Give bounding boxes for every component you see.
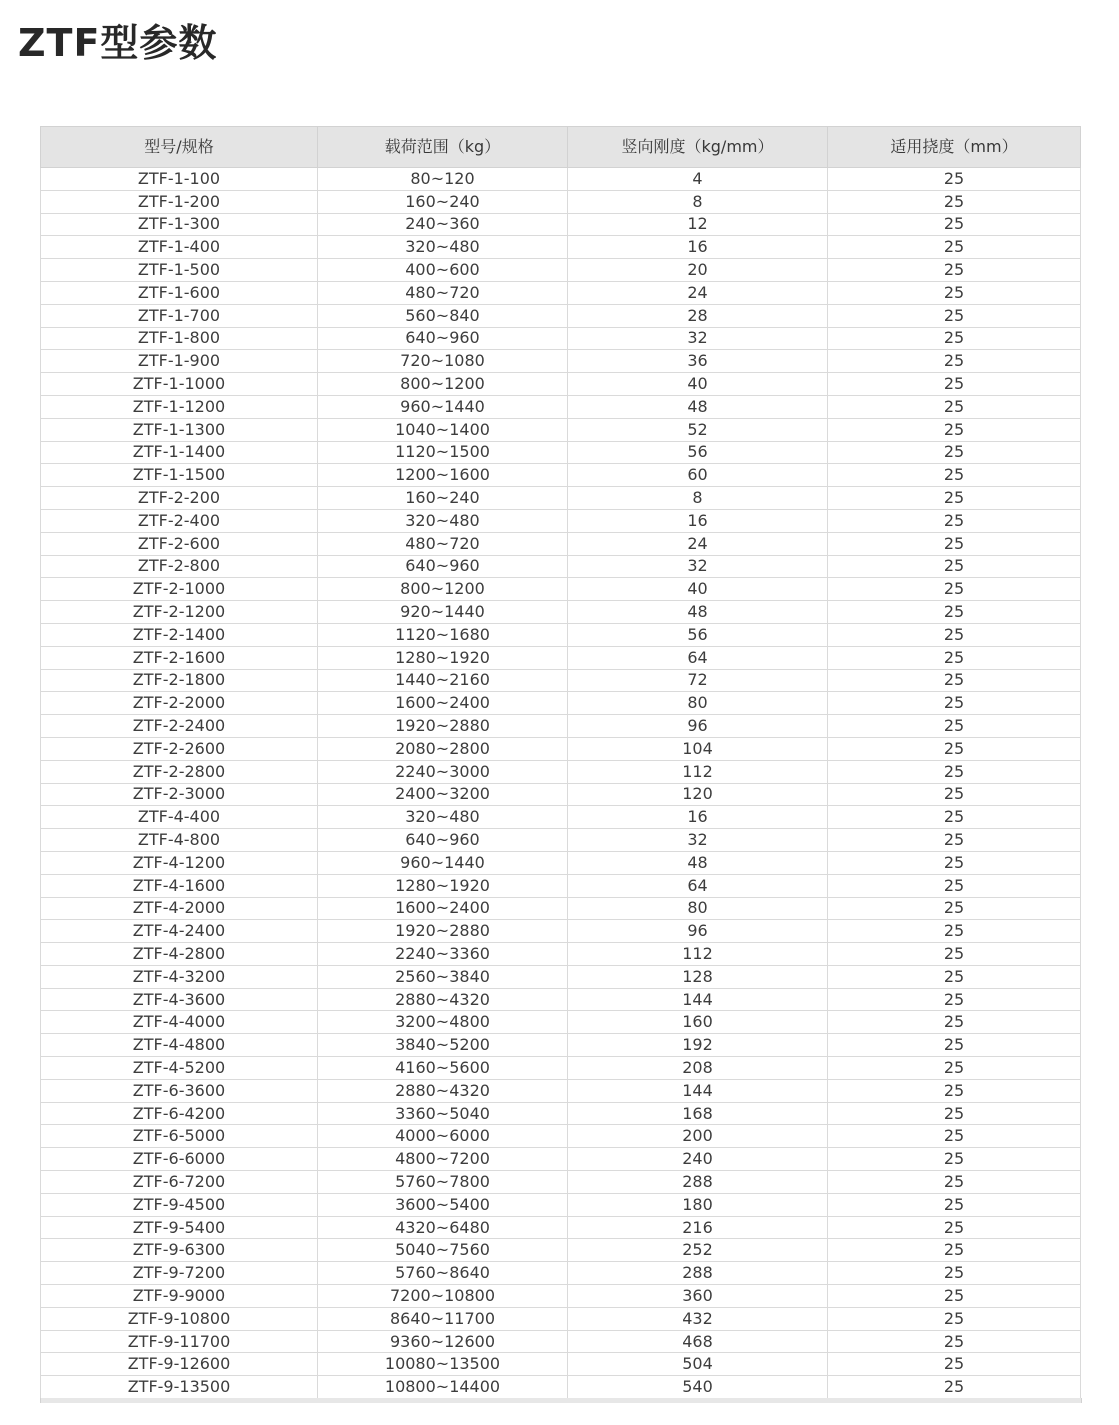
table-cell: 3200~4800	[318, 1011, 568, 1034]
table-cell: 80~120	[318, 168, 568, 191]
table-cell: 36	[568, 350, 828, 373]
table-cell: ZTF-1-400	[41, 236, 318, 259]
table-cell: 640~960	[318, 327, 568, 350]
table-cell: 16	[568, 509, 828, 532]
table-cell: 1600~2400	[318, 897, 568, 920]
table-row	[41, 601, 1081, 624]
table-row	[41, 965, 1081, 988]
table-cell: 180	[568, 1193, 828, 1216]
table-cell: 3840~5200	[318, 1034, 568, 1057]
table-cell: 10800~14400	[318, 1376, 568, 1399]
table-row	[41, 1285, 1081, 1308]
table-cell: 25	[828, 213, 1081, 236]
table-cell: 144	[568, 1079, 828, 1102]
table-cell: ZTF-4-3200	[41, 965, 318, 988]
col-header-applicable-deflection: 适用挠度（mm）	[828, 127, 1081, 168]
table-cell: 25	[828, 646, 1081, 669]
table-cell: ZTF-6-7200	[41, 1171, 318, 1194]
table-cell: 112	[568, 943, 828, 966]
table-cell: 25	[828, 327, 1081, 350]
table-cell: 9360~12600	[318, 1330, 568, 1353]
table-cell: 504	[568, 1353, 828, 1376]
table-row	[41, 464, 1081, 487]
table-row	[41, 555, 1081, 578]
table-cell: 1440~2160	[318, 669, 568, 692]
table-cell: ZTF-2-1400	[41, 623, 318, 646]
table-cell: 360	[568, 1285, 828, 1308]
table-cell: 540	[568, 1376, 828, 1399]
table-cell: 25	[828, 281, 1081, 304]
table-cell: 32	[568, 829, 828, 852]
table-cell: 25	[828, 1262, 1081, 1285]
table-row	[41, 509, 1081, 532]
table-cell: ZTF-1-100	[41, 168, 318, 191]
table-cell: 2880~4320	[318, 988, 568, 1011]
table-cell: 320~480	[318, 806, 568, 829]
table-cell: 25	[828, 1034, 1081, 1057]
table-cell: 1040~1400	[318, 418, 568, 441]
table-cell: 25	[828, 509, 1081, 532]
table-cell: 48	[568, 601, 828, 624]
table-cell: 3360~5040	[318, 1102, 568, 1125]
table-cell: 25	[828, 1330, 1081, 1353]
table-row	[41, 327, 1081, 350]
table-cell: 25	[828, 692, 1081, 715]
table-row	[41, 168, 1081, 191]
table-row	[41, 623, 1081, 646]
table-cell: ZTF-1-200	[41, 190, 318, 213]
table-cell: 288	[568, 1262, 828, 1285]
table-cell: 480~720	[318, 281, 568, 304]
table-row	[41, 487, 1081, 510]
table-row	[41, 1193, 1081, 1216]
table-cell: 160~240	[318, 487, 568, 510]
table-cell: 2080~2800	[318, 737, 568, 760]
table-cell: 25	[828, 464, 1081, 487]
table-cell: ZTF-2-2600	[41, 737, 318, 760]
table-cell: 1920~2880	[318, 920, 568, 943]
table-cell: 1200~1600	[318, 464, 568, 487]
table-cell: 2240~3360	[318, 943, 568, 966]
table-cell: 25	[828, 1148, 1081, 1171]
table-cell: 25	[828, 897, 1081, 920]
table-row	[41, 418, 1081, 441]
table-cell: 25	[828, 760, 1081, 783]
table-cell: 25	[828, 988, 1081, 1011]
table-cell: ZTF-4-800	[41, 829, 318, 852]
table-cell: 800~1200	[318, 578, 568, 601]
table-cell: ZTF-2-1200	[41, 601, 318, 624]
table-row	[41, 1376, 1081, 1399]
table-cell: 640~960	[318, 829, 568, 852]
table-cell: 1120~1500	[318, 441, 568, 464]
table-cell: ZTF-2-1800	[41, 669, 318, 692]
table-cell: 25	[828, 943, 1081, 966]
table-cell: 25	[828, 737, 1081, 760]
table-cell: 25	[828, 1102, 1081, 1125]
table-cell: 160	[568, 1011, 828, 1034]
table-cell: 25	[828, 168, 1081, 191]
table-cell: 64	[568, 874, 828, 897]
table-cell: 25	[828, 1057, 1081, 1080]
table-cell: 288	[568, 1171, 828, 1194]
table-cell: 920~1440	[318, 601, 568, 624]
table-cell: ZTF-9-5400	[41, 1216, 318, 1239]
table-cell: 320~480	[318, 509, 568, 532]
table-cell: 25	[828, 304, 1081, 327]
table-cell: 40	[568, 578, 828, 601]
table-cell: 25	[828, 669, 1081, 692]
table-row	[41, 1216, 1081, 1239]
table-cell: ZTF-9-11700	[41, 1330, 318, 1353]
table-cell: 8	[568, 487, 828, 510]
table-cell: ZTF-2-3000	[41, 783, 318, 806]
table-cell: 432	[568, 1307, 828, 1330]
table-cell: 25	[828, 418, 1081, 441]
table-header-row	[41, 127, 1081, 168]
table-cell: 25	[828, 1285, 1081, 1308]
table-cell: 28	[568, 304, 828, 327]
table-cell: 1120~1680	[318, 623, 568, 646]
table-row	[41, 1125, 1081, 1148]
table-cell: ZTF-1-1000	[41, 373, 318, 396]
table-cell: 4000~6000	[318, 1125, 568, 1148]
table-cell: 25	[828, 350, 1081, 373]
table-cell: ZTF-1-1300	[41, 418, 318, 441]
table-cell: 48	[568, 395, 828, 418]
col-header-load-range: 载荷范围（kg）	[318, 127, 568, 168]
table-cell: ZTF-2-600	[41, 532, 318, 555]
table-cell: ZTF-2-2000	[41, 692, 318, 715]
table-row	[41, 874, 1081, 897]
table-cell: ZTF-2-1000	[41, 578, 318, 601]
table-cell: 1600~2400	[318, 692, 568, 715]
table-cell: 25	[828, 965, 1081, 988]
table-cell: 960~1440	[318, 395, 568, 418]
table-cell: 25	[828, 851, 1081, 874]
table-cell: ZTF-9-9000	[41, 1285, 318, 1308]
table-row	[41, 1307, 1081, 1330]
table-cell: ZTF-4-2400	[41, 920, 318, 943]
table-cell: ZTF-1-800	[41, 327, 318, 350]
table-cell: ZTF-4-5200	[41, 1057, 318, 1080]
table-cell: 25	[828, 259, 1081, 282]
table-cell: 24	[568, 281, 828, 304]
table-row	[41, 532, 1081, 555]
table-cell: ZTF-1-1500	[41, 464, 318, 487]
table-cell: 25	[828, 783, 1081, 806]
table-cell: 25	[828, 1125, 1081, 1148]
table-cell: ZTF-9-13500	[41, 1376, 318, 1399]
table-cell: 8640~11700	[318, 1307, 568, 1330]
table-cell: 168	[568, 1102, 828, 1125]
table-cell: 80	[568, 897, 828, 920]
table-cell: 48	[568, 851, 828, 874]
table-cell: ZTF-9-6300	[41, 1239, 318, 1262]
table-cell: ZTF-4-4000	[41, 1011, 318, 1034]
table-cell: 25	[828, 829, 1081, 852]
table-cell: 120	[568, 783, 828, 806]
table-cell: ZTF-1-1400	[41, 441, 318, 464]
table-cell: 40	[568, 373, 828, 396]
table-cell: 720~1080	[318, 350, 568, 373]
table-cell: 208	[568, 1057, 828, 1080]
table-cell: ZTF-1-1200	[41, 395, 318, 418]
table-row	[41, 1353, 1081, 1376]
table-cell: 25	[828, 236, 1081, 259]
table-cell: 25	[828, 555, 1081, 578]
table-cell: 560~840	[318, 304, 568, 327]
col-header-vertical-stiffness: 竖向刚度（kg/mm）	[568, 127, 828, 168]
table-cell: ZTF-9-7200	[41, 1262, 318, 1285]
table-cell: 5760~7800	[318, 1171, 568, 1194]
table-cell: ZTF-4-3600	[41, 988, 318, 1011]
table-row	[41, 988, 1081, 1011]
parameters-table	[40, 126, 1081, 1399]
table-cell: 12	[568, 213, 828, 236]
table-cell: 56	[568, 623, 828, 646]
table-row	[41, 1079, 1081, 1102]
table-row	[41, 737, 1081, 760]
table-cell: ZTF-2-200	[41, 487, 318, 510]
table-row	[41, 1262, 1081, 1285]
table-bottom-strip	[40, 1398, 1082, 1403]
table-cell: ZTF-4-2800	[41, 943, 318, 966]
table-cell: 2400~3200	[318, 783, 568, 806]
table-cell: ZTF-4-400	[41, 806, 318, 829]
table-cell: 240~360	[318, 213, 568, 236]
table-cell: 72	[568, 669, 828, 692]
table-row	[41, 190, 1081, 213]
table-body	[41, 168, 1081, 1399]
table-cell: ZTF-2-400	[41, 509, 318, 532]
table-cell: 25	[828, 487, 1081, 510]
table-cell: 25	[828, 1376, 1081, 1399]
table-cell: ZTF-1-300	[41, 213, 318, 236]
table-cell: 25	[828, 441, 1081, 464]
table-cell: 25	[828, 920, 1081, 943]
table-cell: 25	[828, 623, 1081, 646]
table-cell: ZTF-1-900	[41, 350, 318, 373]
table-cell: ZTF-1-700	[41, 304, 318, 327]
table-cell: ZTF-6-5000	[41, 1125, 318, 1148]
table-cell: ZTF-4-4800	[41, 1034, 318, 1057]
table-cell: 25	[828, 874, 1081, 897]
table-cell: 252	[568, 1239, 828, 1262]
table-cell: 32	[568, 327, 828, 350]
table-row	[41, 851, 1081, 874]
table-cell: ZTF-2-2400	[41, 715, 318, 738]
table-cell: 320~480	[318, 236, 568, 259]
table-cell: 960~1440	[318, 851, 568, 874]
table-cell: ZTF-9-4500	[41, 1193, 318, 1216]
table-row	[41, 646, 1081, 669]
table-cell: 2880~4320	[318, 1079, 568, 1102]
table-cell: 104	[568, 737, 828, 760]
table-cell: 25	[828, 1171, 1081, 1194]
table-cell: 25	[828, 373, 1081, 396]
table-cell: 25	[828, 1193, 1081, 1216]
table-row	[41, 692, 1081, 715]
table-row	[41, 213, 1081, 236]
table-cell: 5040~7560	[318, 1239, 568, 1262]
table-cell: 216	[568, 1216, 828, 1239]
table-cell: 400~600	[318, 259, 568, 282]
col-header-model-spec: 型号/规格	[41, 127, 318, 168]
table-cell: 144	[568, 988, 828, 1011]
table-row	[41, 1330, 1081, 1353]
table-cell: 25	[828, 1239, 1081, 1262]
table-cell: 25	[828, 578, 1081, 601]
table-row	[41, 1057, 1081, 1080]
table-cell: ZTF-6-4200	[41, 1102, 318, 1125]
table-cell: 16	[568, 806, 828, 829]
table-cell: 25	[828, 1216, 1081, 1239]
table-cell: 25	[828, 1079, 1081, 1102]
table-cell: 800~1200	[318, 373, 568, 396]
table-cell: 2560~3840	[318, 965, 568, 988]
table-row	[41, 1102, 1081, 1125]
table-cell: ZTF-2-2800	[41, 760, 318, 783]
table-cell: 1920~2880	[318, 715, 568, 738]
table-cell: 10080~13500	[318, 1353, 568, 1376]
table-row	[41, 943, 1081, 966]
table-row	[41, 760, 1081, 783]
table-cell: 25	[828, 190, 1081, 213]
table-row	[41, 350, 1081, 373]
table-row	[41, 1171, 1081, 1194]
table-cell: 240	[568, 1148, 828, 1171]
table-cell: 64	[568, 646, 828, 669]
table-cell: 60	[568, 464, 828, 487]
table-row	[41, 1011, 1081, 1034]
table-cell: 112	[568, 760, 828, 783]
table-cell: 2240~3000	[318, 760, 568, 783]
table-cell: 56	[568, 441, 828, 464]
table-row	[41, 783, 1081, 806]
table-cell: 192	[568, 1034, 828, 1057]
table-row	[41, 441, 1081, 464]
table-cell: 25	[828, 1353, 1081, 1376]
table-cell: ZTF-4-2000	[41, 897, 318, 920]
table-cell: 7200~10800	[318, 1285, 568, 1308]
table-cell: 1280~1920	[318, 646, 568, 669]
table-cell: ZTF-4-1200	[41, 851, 318, 874]
table-cell: 4	[568, 168, 828, 191]
table-cell: 25	[828, 532, 1081, 555]
table-cell: ZTF-2-1600	[41, 646, 318, 669]
table-cell: 25	[828, 1307, 1081, 1330]
table-cell: 25	[828, 395, 1081, 418]
table-row	[41, 920, 1081, 943]
table-row	[41, 1148, 1081, 1171]
table-cell: ZTF-6-3600	[41, 1079, 318, 1102]
table-cell: ZTF-6-6000	[41, 1148, 318, 1171]
table-cell: ZTF-9-12600	[41, 1353, 318, 1376]
table-cell: 4800~7200	[318, 1148, 568, 1171]
table-cell: 96	[568, 715, 828, 738]
table-row	[41, 715, 1081, 738]
table-cell: 24	[568, 532, 828, 555]
table-row	[41, 806, 1081, 829]
table-cell: 8	[568, 190, 828, 213]
table-row	[41, 395, 1081, 418]
table-cell: 3600~5400	[318, 1193, 568, 1216]
table-cell: 128	[568, 965, 828, 988]
table-cell: 25	[828, 715, 1081, 738]
table-row	[41, 259, 1081, 282]
table-cell: ZTF-4-1600	[41, 874, 318, 897]
table-row	[41, 304, 1081, 327]
table-cell: 468	[568, 1330, 828, 1353]
table-cell: 160~240	[318, 190, 568, 213]
table-row	[41, 1034, 1081, 1057]
table-row	[41, 669, 1081, 692]
table-cell: 200	[568, 1125, 828, 1148]
table-row	[41, 578, 1081, 601]
table-cell: 5760~8640	[318, 1262, 568, 1285]
table-header	[41, 127, 1081, 168]
table-cell: 480~720	[318, 532, 568, 555]
table-row	[41, 373, 1081, 396]
table-cell: 1280~1920	[318, 874, 568, 897]
table-cell: ZTF-9-10800	[41, 1307, 318, 1330]
table-cell: 20	[568, 259, 828, 282]
table-cell: 16	[568, 236, 828, 259]
table-row	[41, 281, 1081, 304]
table-row	[41, 829, 1081, 852]
table-cell: 640~960	[318, 555, 568, 578]
table-row	[41, 1239, 1081, 1262]
table-cell: 32	[568, 555, 828, 578]
table-cell: 25	[828, 806, 1081, 829]
table-cell: ZTF-1-600	[41, 281, 318, 304]
table-cell: 25	[828, 601, 1081, 624]
table-cell: ZTF-1-500	[41, 259, 318, 282]
table-cell: 96	[568, 920, 828, 943]
table-row	[41, 236, 1081, 259]
table-cell: 52	[568, 418, 828, 441]
table-cell: 80	[568, 692, 828, 715]
page-title: ZTF型参数	[18, 21, 218, 65]
table-row	[41, 897, 1081, 920]
table-cell: 25	[828, 1011, 1081, 1034]
table-cell: 4320~6480	[318, 1216, 568, 1239]
table-cell: 4160~5600	[318, 1057, 568, 1080]
table-cell: ZTF-2-800	[41, 555, 318, 578]
